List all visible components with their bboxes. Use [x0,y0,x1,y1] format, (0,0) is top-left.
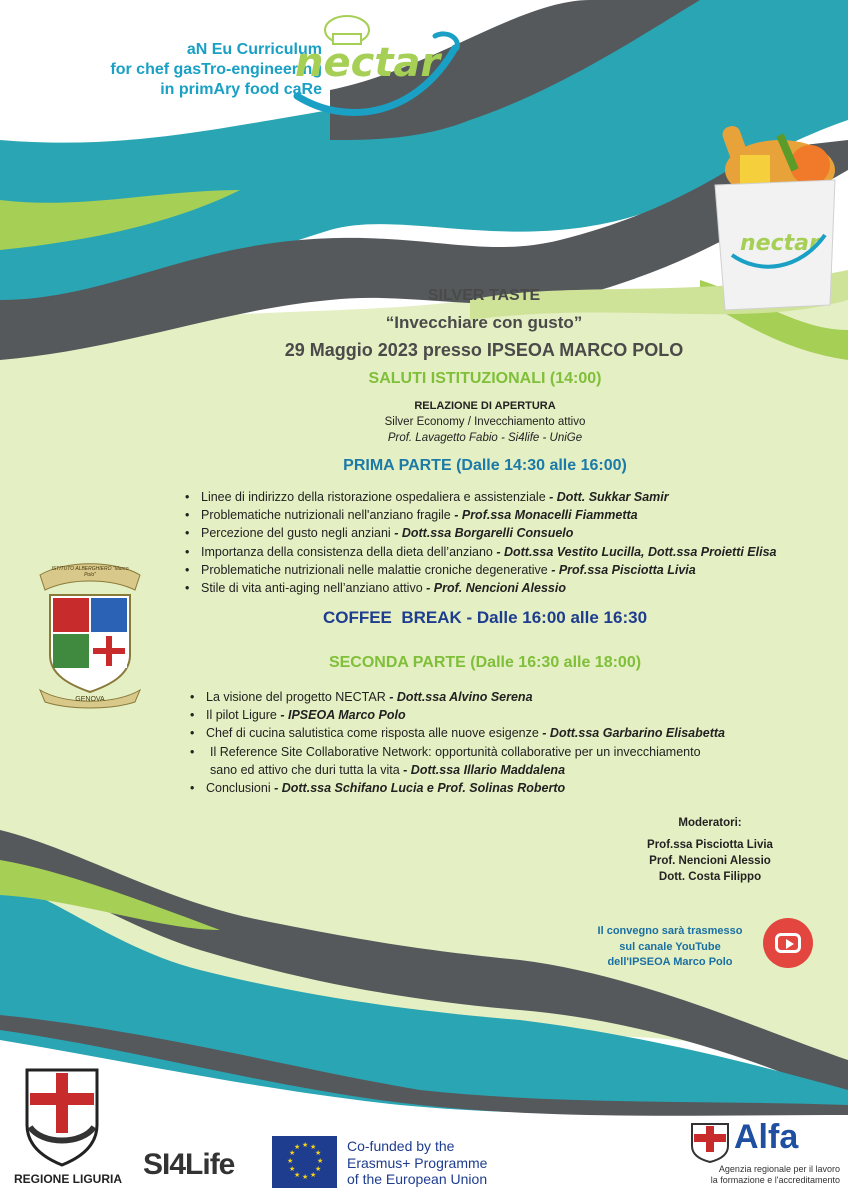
opening-topic: Silver Economy / Invecchiamento attivo [384,416,586,428]
event-date-place: 29 Maggio 2023 presso IPSEOA MARCO POLO [284,340,684,360]
coffee-break-label: COFFEE BREAK [322,608,462,627]
coffee-break [270,608,700,628]
eu-stars-icon [272,1136,337,1188]
youtube-icon[interactable] [763,918,813,968]
list-item-continuation: sano ed attivo che duri tutta la vita - Dott.ssa Illario Maddalena [210,762,566,777]
svg-text:★: ★ [302,1173,309,1181]
shopping-bag-illustration [710,115,840,315]
list-item: • Il Reference Site Collaborative Network: opportunità collaborative per un invecchiamento [190,743,830,761]
shopping-bag-icon [710,115,840,315]
youtube-notice [580,924,760,971]
alfa-sub-line: Agenzia regionale per il lavoro [718,1164,840,1174]
list-item: • Problematiche nutrizionali nell'anziano fragile - Prof.ssa Monacelli Fiammetta [185,506,835,524]
crest-icon [35,560,145,710]
crest-city: GENOVA [75,696,105,703]
moderators-label: Moderatori: [678,817,742,829]
svg-text:★: ★ [287,1157,294,1165]
play-icon [775,933,801,953]
alfa-text: Alfa [734,1118,799,1156]
list-item: • Conclusioni - Dott.ssa Schifano Lucia e Prof. Solinas Roberto [190,779,830,797]
youtube-line: Il convegno sarà trasmesso [597,925,743,937]
youtube-line: sul canale YouTube [619,940,721,953]
moderator-name: Prof. Nencioni Alessio [649,855,771,867]
coffee-break-time: - Dalle 16:00 alle 16:30 [461,608,648,627]
list-item: • La visione del progetto NECTAR - Dott.ssa Alvino Serena [190,688,830,706]
tagline-line-2: for chef gasTro-engineering [110,61,322,78]
si4life-logo [143,1148,234,1182]
moderator-name: Dott. Costa Filippo [658,871,762,883]
moderators [600,815,820,885]
svg-text:★: ★ [310,1143,317,1151]
bag-logo-text: nectar [740,231,820,256]
list-item: • Importanza della consistenza della dieta dell’anziano - Dott.ssa Vestito Lucilla, Dott.ssa Proietti Elisa [185,543,835,561]
svg-text:★: ★ [315,1165,322,1173]
svg-text:★: ★ [289,1149,296,1157]
event-title: SILVER TASTE [427,287,541,304]
svg-text:★: ★ [317,1157,324,1165]
eu-line: Erasmus+ Programme [347,1154,488,1171]
crest-banner: ISTITUTO ALBERGHIERO "Marco Polo" [51,566,129,578]
svg-text:★: ★ [302,1141,309,1149]
svg-text:★: ★ [294,1171,301,1179]
svg-text:★: ★ [310,1171,317,1179]
opening-speaker: Prof. Lavagetto Fabio - Si4life - UniGe [387,432,583,444]
svg-text:★: ★ [289,1165,296,1173]
part1-list [185,488,835,597]
event-subtitle: “Invecchiare con gusto” [385,313,583,332]
list-item: • Linee di indirizzo della ristorazione ospedaliera e assistenziale - Dott. Sukkar Samir [185,488,835,506]
moderator-name: Prof.ssa Pisciotta Livia [647,839,773,851]
list-item: • Il pilot Ligure - IPSEOA Marco Polo [190,706,830,724]
liguria-shield-icon [22,1065,102,1175]
alfa-sub-line: la formazione e l'accreditamento [710,1175,840,1185]
eu-cofunded-text [347,1138,487,1188]
si4life-text: SI4Life [143,1148,235,1181]
logo-text: nectar [295,40,441,86]
part2-heading: SECONDA PARTE (Dalle 16:30 alle 18:00) [328,654,642,671]
tagline-line-3: in primAry food caRe [160,81,322,98]
alfa-logo [690,1120,840,1190]
tagline-line-1: aN Eu Curriculum [186,41,322,58]
alfa-subtitle [690,1164,840,1186]
svg-text:★: ★ [294,1143,301,1151]
regione-liguria-logo [22,1065,102,1175]
list-item: • Percezione del gusto negli anziani - Dott.ssa Borgarelli Consuelo [185,524,835,542]
opening-relazione: RELAZIONE DI APERTURA [414,400,556,412]
regione-liguria-label: REGIONE LIGURIA [14,1172,123,1186]
eu-flag-icon [272,1136,337,1188]
part1-heading: PRIMA PARTE (Dalle 14:30 alle 16:00) [343,457,627,474]
eu-line: Co-funded by the [347,1138,455,1154]
svg-text:★: ★ [315,1149,322,1157]
youtube-line: dell'IPSEOA Marco Polo [607,956,733,968]
alfa-shield-icon [690,1122,730,1164]
opening-heading: SALUTI ISTITUZIONALI (14:00) [368,370,602,387]
list-item: • Chef di cucina salutistica come risposta alle nuove esigenze - Dott.ssa Garbarino Elisabetta [190,724,830,742]
part2-list [190,688,830,797]
list-item: • Problematiche nutrizionali nelle malattie croniche degenerative - Prof.ssa Pisciotta Livia [185,561,835,579]
school-crest [35,560,145,710]
list-item: • Stile di vita anti-aging nell’anziano attivo - Prof. Nencioni Alessio [185,579,835,597]
nectar-logo [285,8,470,118]
eu-line: of the European Union [347,1171,488,1187]
